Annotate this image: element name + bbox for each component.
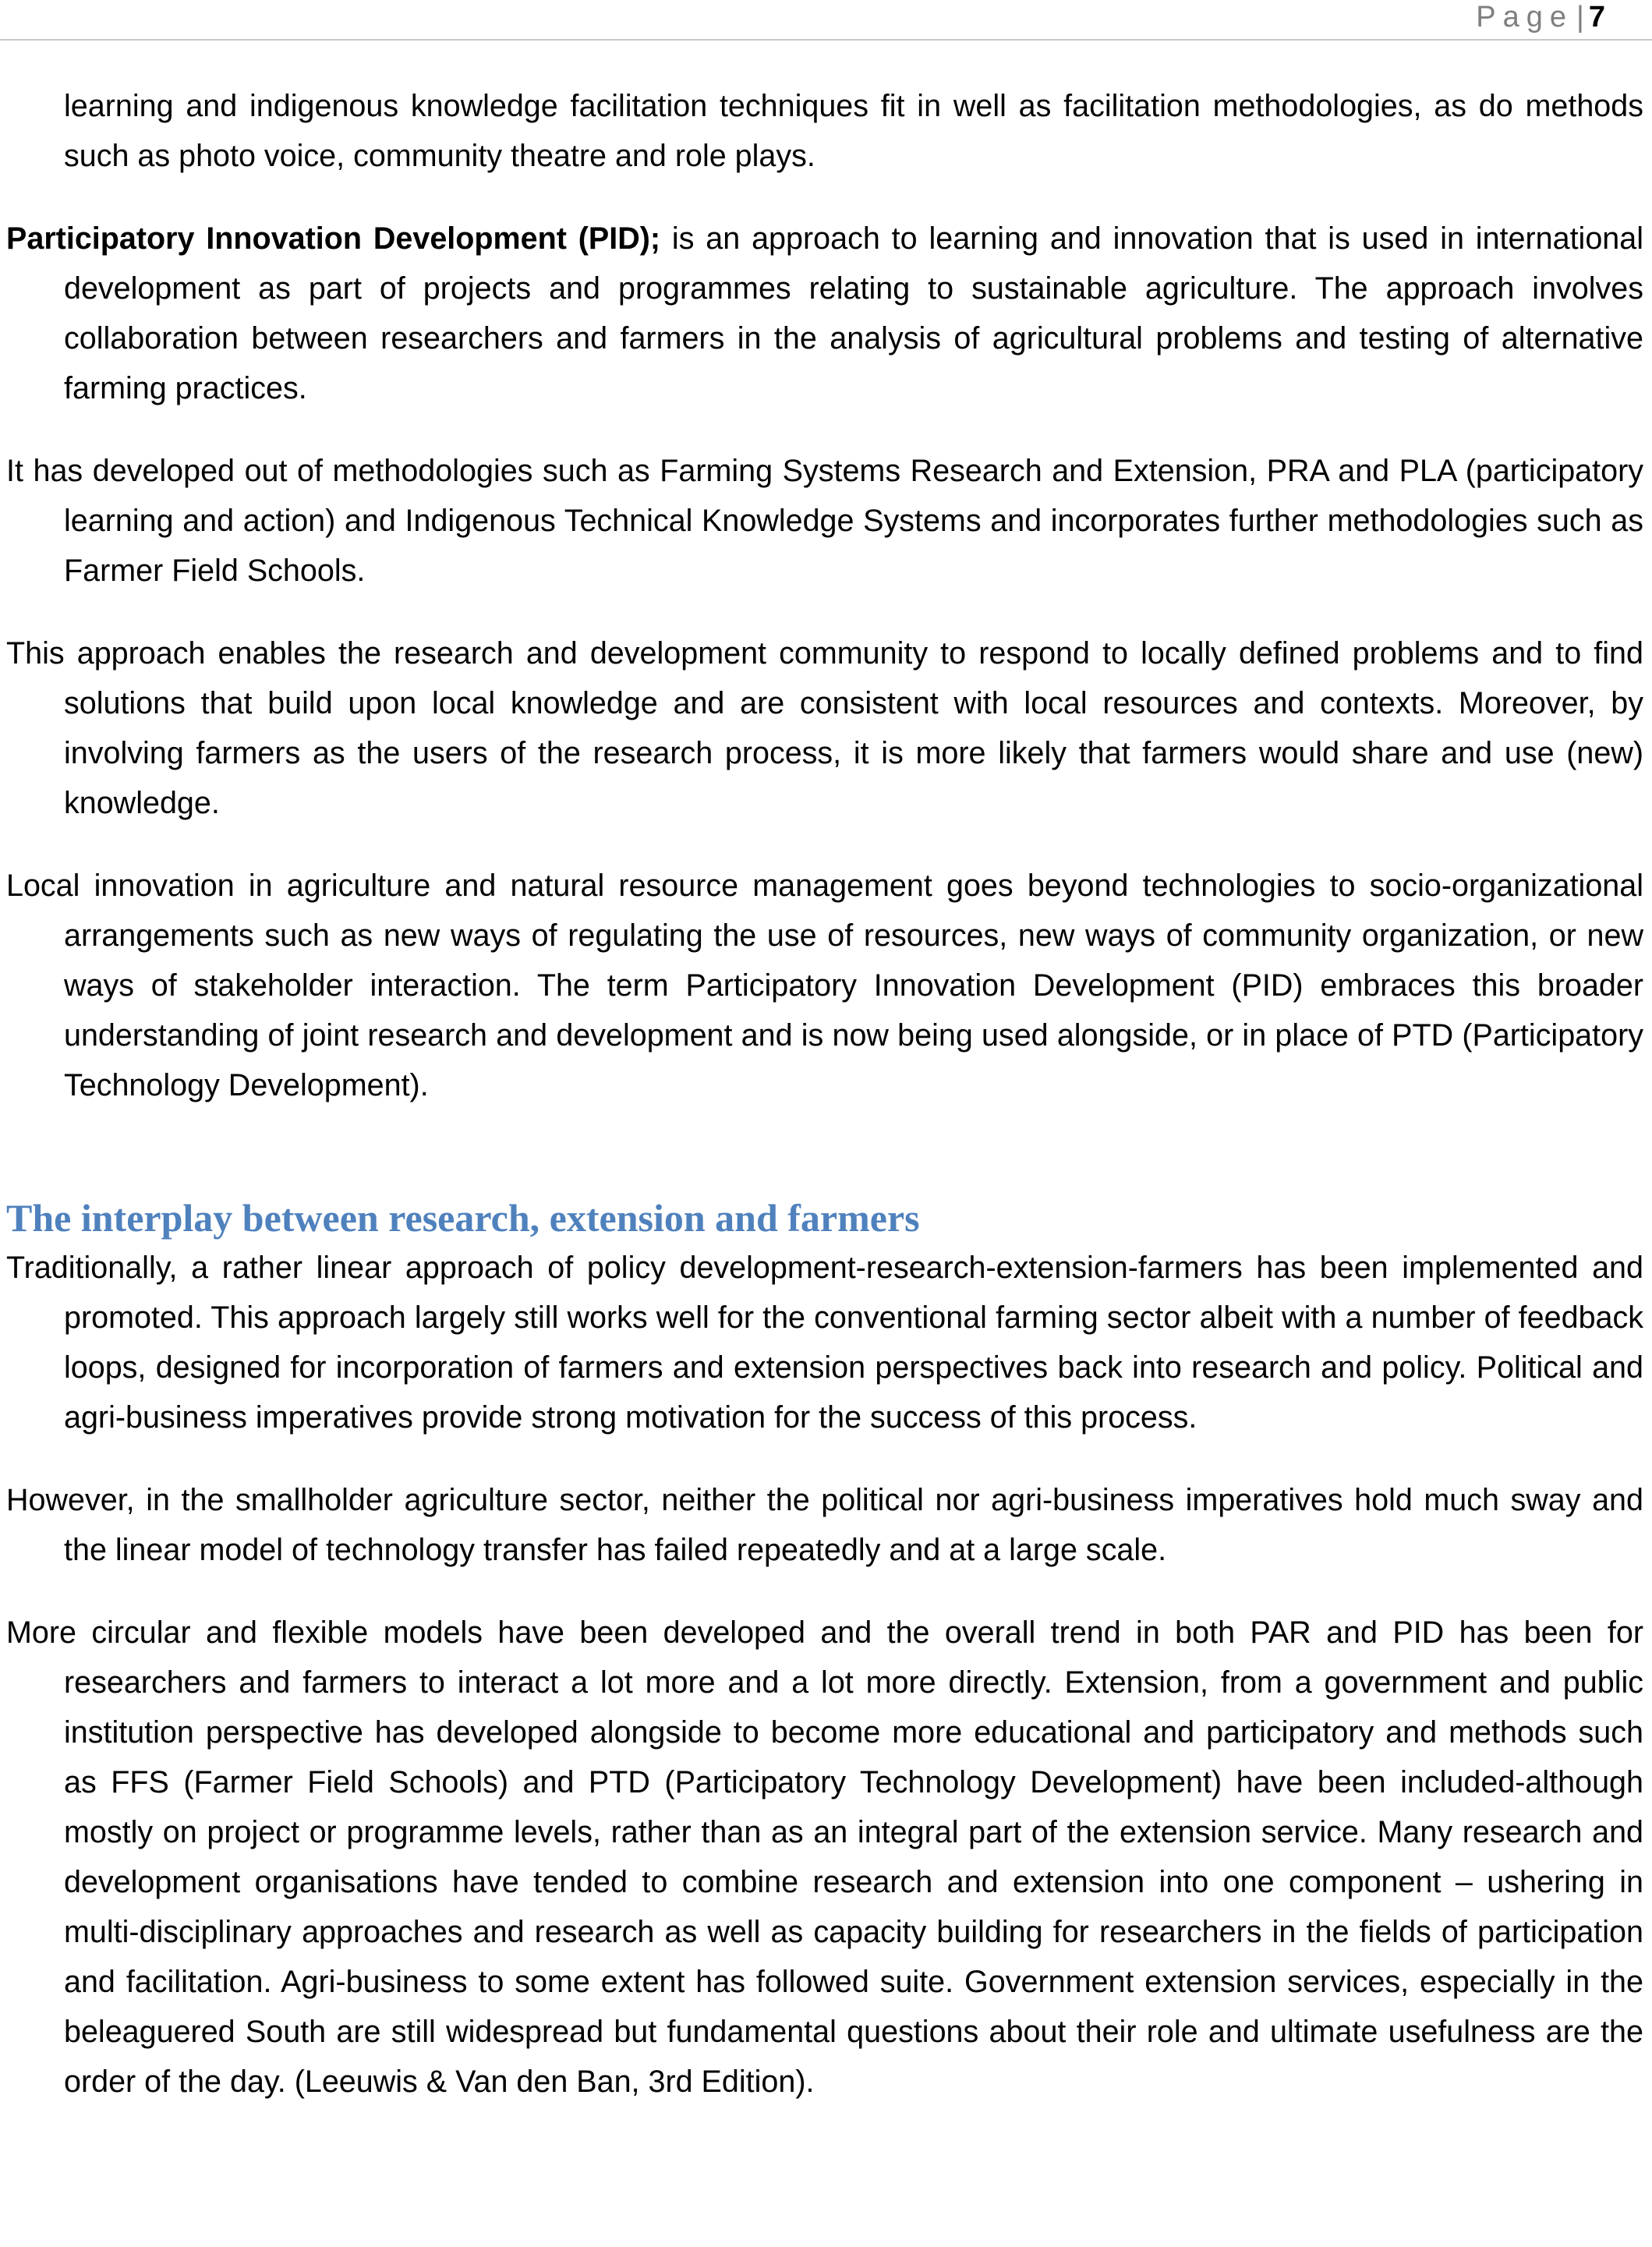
paragraph-pid-definition — [6, 214, 1643, 413]
pid-term: Participatory Innovation Development (PID); — [6, 221, 661, 256]
page-separator: | — [1576, 1, 1584, 34]
paragraph-local-innovation: Local innovation in agriculture and natural resource management goes beyond technologies to socio-organizational arrangements such as new ways of regulating the use of resources, new ways of community organization, or new ways of stakeholder interaction. The term Participatory Innovation Development (PID) embraces this broader understanding of joint research and development and is now being used alongside, or in place of PTD (Participatory Technology Development). — [6, 869, 1643, 1102]
page-number: 7 — [1588, 1, 1605, 34]
pid-definition-text: is an approach to learning and innovation that is used in international development as part of projects and programmes relating to sustainable agriculture. The approach involves collaboration between researchers and farmers in the analysis of agricultural problems and testing of alternative farming practices. — [64, 221, 1643, 405]
paragraph-pid-benefits: This approach enables the research and development community to respond to locally defined problems and to find solutions that build upon local knowledge and are consistent with local resources and contexts. Moreover, by involving farmers as the users of the research process, it is more likely that farmers would share and use (new) knowledge. — [6, 636, 1643, 820]
page-word: Page — [1476, 1, 1573, 34]
paragraph-smallholder-sector: However, in the smallholder agriculture sector, neither the political nor agri-business imperatives hold much sway and the linear model of technology transfer has failed repeatedly and at a large scale. — [6, 1483, 1643, 1567]
paragraph-pid-origins: It has developed out of methodologies such as Farming Systems Research and Extension, PRA and PLA (participatory learning and action) and Indigenous Technical Knowledge Systems and incorporates further methodologies such as Farmer Field Schools. — [6, 454, 1643, 588]
paragraph-circular-models: More circular and flexible models have been developed and the overall trend in both PAR and PID has been for researchers and farmers to interact a lot more and a lot more directly. Extension, from a government and public institution perspective has developed alongside to become more educational and participatory and methods such as FFS (Farmer Field Schools) and PTD (Participatory Technology Development) have been included-although mostly on project or programme levels, rather than as an integral part of the extension service. Many research and development organisations have tended to combine research and extension into one component – ushering in multi-disciplinary approaches and research as well as capacity building for researchers in the fields of participation and facilitation. Agri-business to some extent has followed suite. Government extension services, especially in the beleaguered South are still widespread but fundamental questions about their role and ultimate usefulness are the order of the day. (Leeuwis & Van den Ban, 3rd Edition). — [6, 1615, 1643, 2099]
paragraph-linear-approach: Traditionally, a rather linear approach of policy development-research-extension-farmers has been implemented and promoted. This approach largely still works well for the conventional farming sector albeit with a number of feedback loops, designed for incorporation of farmers and extension perspectives back into research and policy. Political and agri-business imperatives provide strong motivation for the success of this process. — [6, 1251, 1643, 1435]
page-header — [0, 0, 1652, 41]
document-body — [6, 81, 1643, 2139]
section-heading: The interplay between research, extension and farmers — [6, 1196, 920, 1240]
page-number-label — [1476, 0, 1605, 34]
paragraph-facilitation-methods: learning and indigenous knowledge facilitation techniques fit in well as facilitation methodologies, as do methods such as photo voice, community theatre and role plays. — [64, 89, 1643, 173]
